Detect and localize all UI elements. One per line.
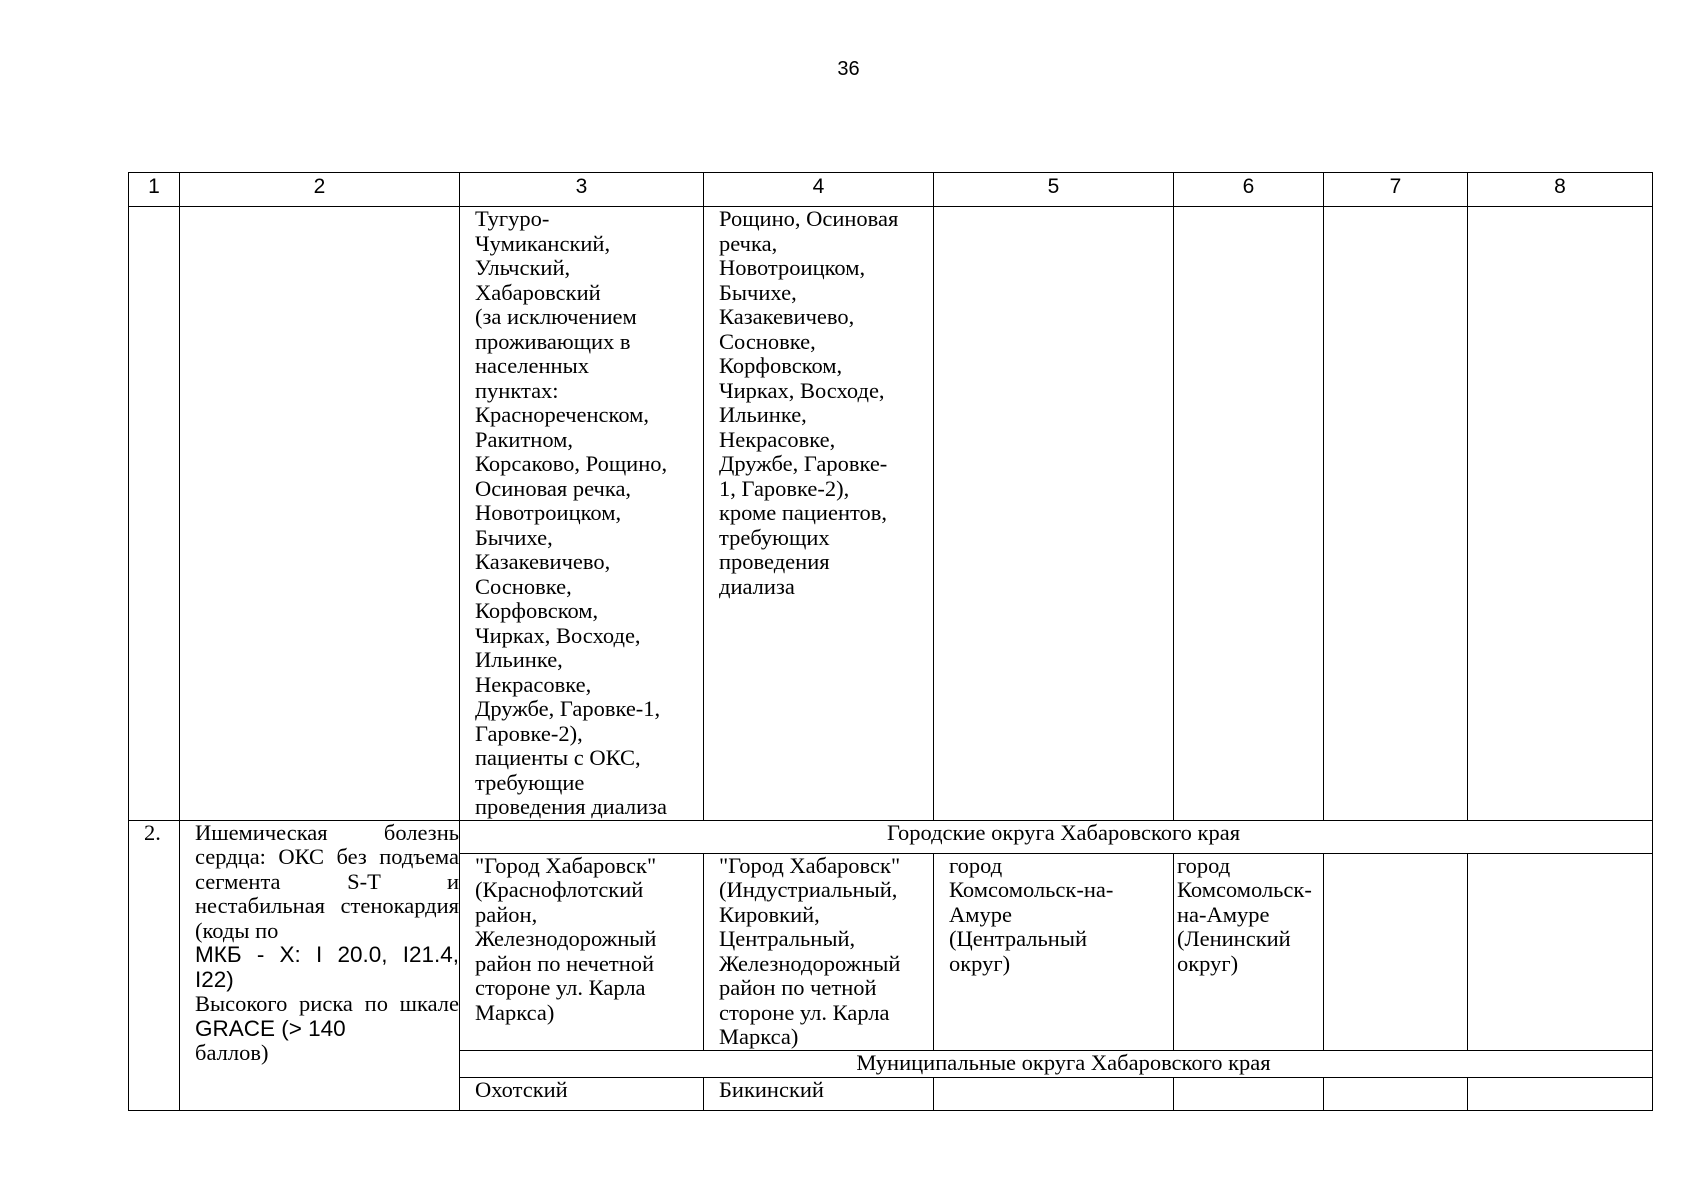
header-col-1: 1 [129,173,180,207]
urban-cell-4 [704,853,934,1050]
cont-cell-6 [1174,207,1324,821]
disease-icd-codes: МКБ - X: I 20.0, I21.4, I22) [195,942,459,992]
header-col-7: 7 [1324,173,1468,207]
regional-routing-table [128,172,1653,1111]
disease-risk-label: Высокого риска по шкале [195,991,459,1016]
municipal-cell-4: Бикинский [704,1077,934,1110]
cont-cell-2 [180,207,460,821]
disease-text-1: Ишемическая болезнь сердца: ОКС без подъема сегмента S-T и нестабильная стенокардия (коды по [195,820,459,943]
municipal-cell-7 [1324,1077,1468,1110]
cont-cell-8 [1468,207,1653,821]
row2-disease [180,820,460,1110]
header-row [129,173,1653,207]
header-col-8: 8 [1468,173,1653,207]
urban-col6-text: город Комсомольск- на-Амуре (Ленинский округ) [1177,853,1312,976]
disease-points: баллов) [195,1040,269,1065]
cont-cell-4 [704,207,934,821]
cont-districts-col4: Рощино, Осиновая речка, Новотроицком, Бычихе, Казакевичево, Сосновке, Корфовском, Чирках, Восходе, Ильинке, Некрасовке, Дружбе, Гаровке- 1, Гаровке-2), кроме пациентов, требующих проведения диализа [719,206,899,599]
disease-grace-score: GRACE (> 140 [195,1015,346,1041]
cont-cell-1 [129,207,180,821]
municipal-cell-5 [934,1077,1174,1110]
disease-risk-text [195,992,459,1041]
header-col-3: 3 [460,173,704,207]
urban-col3-text: "Город Хабаровск" (Краснофлотский район, Железнодорожный район по нечетной стороне ул. Карла Маркса) [475,853,657,1025]
header-col-4: 4 [704,173,934,207]
urban-cell-7 [1324,853,1468,1050]
urban-cell-8 [1468,853,1653,1050]
continuation-row [129,207,1653,821]
municipal-cell-8 [1468,1077,1653,1110]
urban-col4-text: "Город Хабаровск" (Индустриальный, Кировкий, Центральный, Железнодорожный район по четной стороне ул. Карла Маркса) [719,853,901,1049]
header-col-6: 6 [1174,173,1324,207]
urban-cell-6 [1174,853,1324,1050]
cont-cell-3 [460,207,704,821]
urban-cell-3 [460,853,704,1050]
municipal-districts-header: Муниципальные округа Хабаровского края [460,1050,1653,1077]
row2-number: 2. [129,820,180,1110]
cont-cell-5 [934,207,1174,821]
header-col-5: 5 [934,173,1174,207]
municipal-cell-3: Охотский [460,1077,704,1110]
cont-cell-7 [1324,207,1468,821]
row2-urban-band [129,820,1653,853]
urban-col5-text: город Комсомольск-на- Амуре (Центральный округ) [949,853,1114,976]
header-col-2: 2 [180,173,460,207]
page-number: 36 [837,58,860,80]
urban-districts-header: Городские округа Хабаровского края [460,820,1653,853]
cont-districts-col3: Тугуро- Чумиканский, Ульчский, Хабаровский (за исключением проживающих в населенных пунктах: Краснореченском, Ракитном, Корсаково, Рощино, Осиновая речка, Новотроицком, Бычихе, Казакевичево, Сосновке, Корфовском, Чирках, Восходе, Ильинке, Некрасовке, Дружбе, Гаровке-1, Гаровке-2), пациенты с ОКС, требующие проведения диализа [475,206,668,819]
municipal-cell-6 [1174,1077,1324,1110]
urban-cell-5 [934,853,1174,1050]
